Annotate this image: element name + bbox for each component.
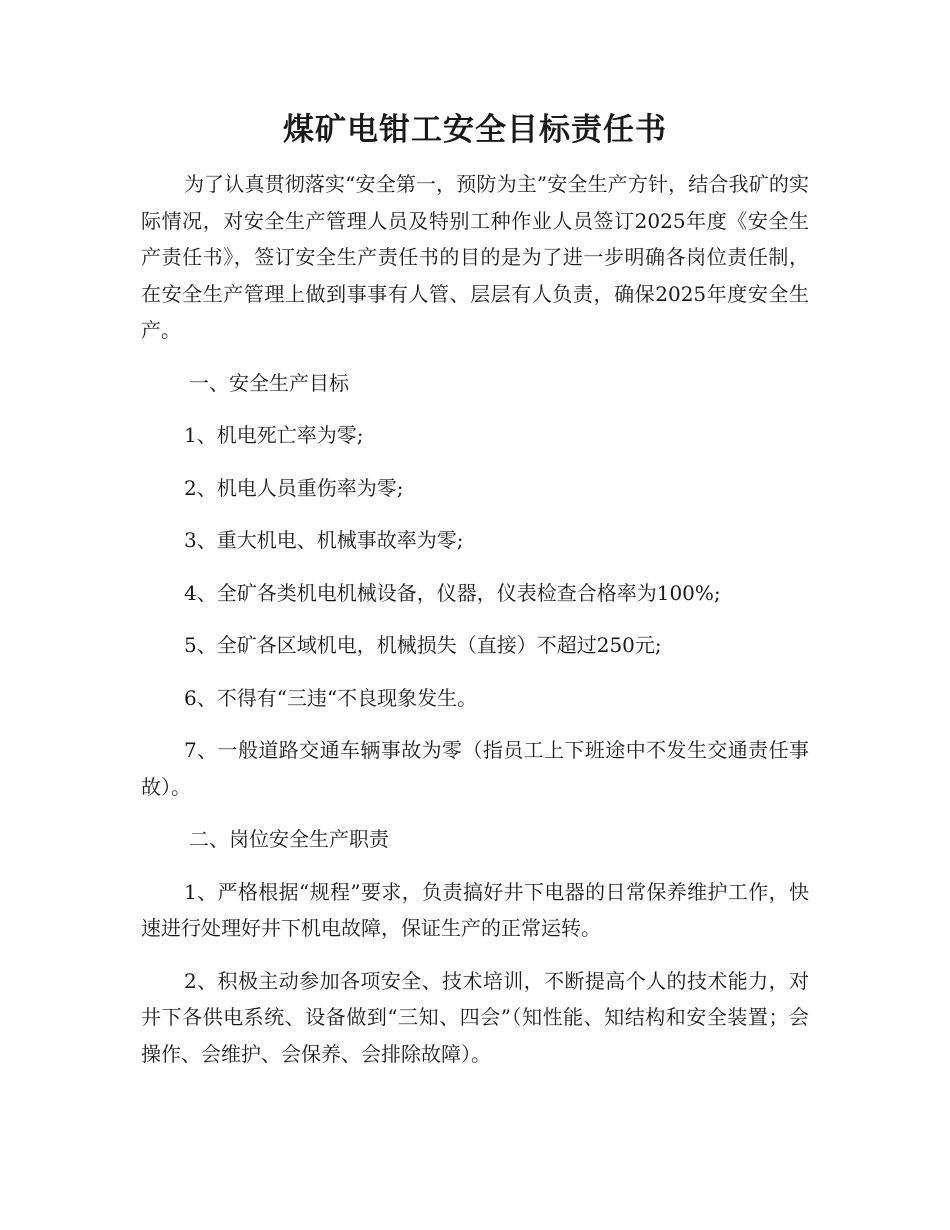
intro-paragraph: 为了认真贯彻落实“安全第一，预防为主”安全生产方针，结合我矿的实际情况，对安全生产管理人员及特别工种作业人员签订2025年度《安全生产责任书》，签订安全生产责任书的目的是为了进一步明确各岗位责任制，在安全生产管理上做到事事有人管、层层有人负责，确保2025年度安全生产。 xyxy=(141,172,809,342)
target-item-5: 5、全矿各区域机电，机械损失（直接）不超过250元; xyxy=(184,633,662,657)
duty-item-1: 1、严格根据“规程”要求，负责搞好井下电器的日常保养维护工作，快速进行处理好井下机电故障，保证生产的正常运转。 xyxy=(141,879,809,940)
section-heading-duties: 二、岗位安全生产职责 xyxy=(189,827,389,851)
target-item-7: 7、一般道路交通车辆事故为零（指员工上下班途中不发生交通责任事故）。 xyxy=(141,738,809,799)
target-item-1: 1、机电死亡率为零; xyxy=(184,423,364,447)
section-heading-targets: 一、安全生产目标 xyxy=(189,370,349,395)
target-item-4: 4、全矿各类机电机械设备，仪器，仪表检查合格率为100%; xyxy=(184,580,721,605)
target-item-3: 3、重大机电、机械事故率为零; xyxy=(184,528,464,552)
document-page xyxy=(141,110,809,1072)
target-item-6: 6、不得有“三违“不良现象发生。 xyxy=(184,685,478,710)
target-item-2: 2、机电人员重伤率为零; xyxy=(184,475,404,500)
document-title: 煤矿电钳工安全目标责任书 xyxy=(283,112,667,148)
duty-item-2: 2、积极主动参加各项安全、技术培训，不断提高个人的技术能力，对井下各供电系统、设备做到“三知、四会”（知性能、知结构和安全装置；会操作、会维护、会保养、会排除故障）。 xyxy=(141,968,809,1066)
